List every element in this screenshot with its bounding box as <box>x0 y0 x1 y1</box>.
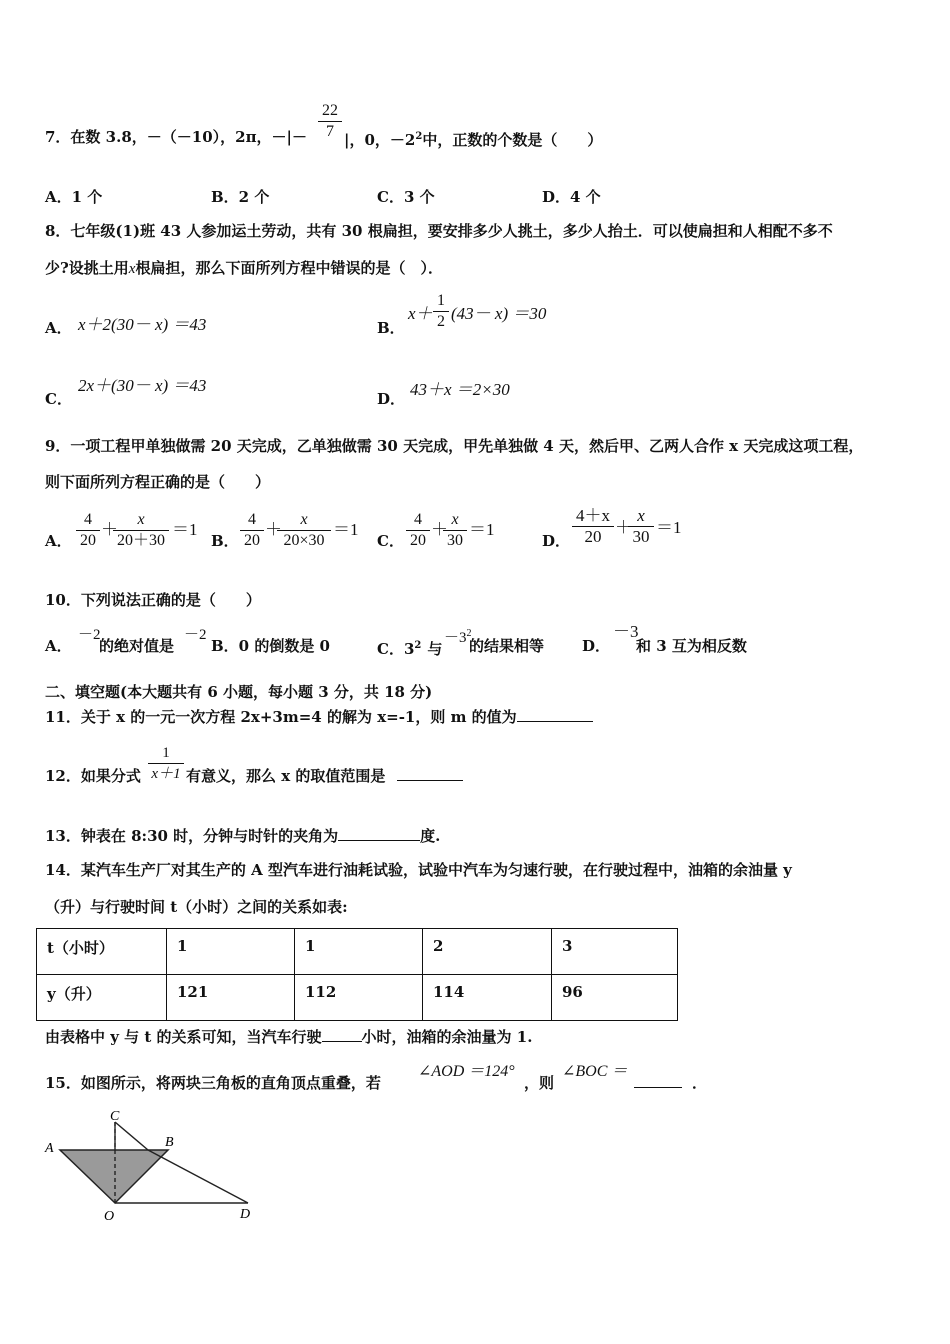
q9-stem-line1: 9．一项工程甲单独做需 20 天完成，乙单独做需 30 天完成，甲先单独做 4 天，然后甲、乙两人合作 x 天完成这项工程， <box>45 437 864 455</box>
q8-option-b-post: (43－ x) ＝30 <box>451 304 547 323</box>
q9-option-a-label: A． <box>45 532 72 550</box>
table-cell: 3 <box>552 929 678 975</box>
point-label-b: B <box>165 1135 174 1150</box>
q10-option-d-label: D． <box>582 637 611 655</box>
q8-option-c-equation: 2x＋(30－ x) ＝43 <box>78 376 207 395</box>
point-label-o: O <box>104 1209 115 1224</box>
q9-c-frac1: $\frac{4}{20}$ <box>406 510 430 551</box>
q10-c-text: 的结果相等 <box>469 637 545 655</box>
line-cb-extended <box>148 1150 248 1203</box>
table-row <box>37 929 678 975</box>
q7-option-c: C．3 个 <box>377 188 435 206</box>
q9-option-d-label: D． <box>542 532 571 550</box>
q9-b-plus: ＋ <box>265 520 282 539</box>
section-2-heading: 二、填空题(本大题共有 6 小题，每小题 3 分，共 18 分) <box>45 683 433 701</box>
q8-option-b-fraction: $\frac{1}{2}$ <box>433 291 449 332</box>
q11-answer-blank[interactable] <box>517 707 593 722</box>
line-cb <box>115 1122 148 1150</box>
q9-d-frac1: $\frac{4+x}{20}$ <box>572 506 614 547</box>
q7-stem-b: |，0，$-2^2$中，正数的个数是（ ） <box>344 131 603 149</box>
q9-b-frac1: $\frac{4}{20}$ <box>240 510 264 551</box>
q9-option-c-label: C． <box>377 532 404 550</box>
q10-d-text: 和 3 互为相反数 <box>636 637 747 655</box>
table-cell: 96 <box>552 975 678 1021</box>
q9-c-plus: ＋ <box>431 520 448 539</box>
q9-option-b-label: B． <box>211 532 239 550</box>
q15-angle-aod: ∠AOD ＝124° <box>418 1063 515 1080</box>
q13-answer-blank[interactable] <box>338 826 420 841</box>
q9-c-frac2: $\frac{x}{30}$ <box>443 510 467 551</box>
q13-stem: 13．钟表在 8:30 时，分钟与时针的夹角为 度. <box>45 827 441 845</box>
q15-angle-boc: ∠BOC ＝ <box>562 1063 628 1080</box>
q10-stem: 10．下列说法正确的是（ ） <box>45 591 261 609</box>
q14-followup: 由表格中 y 与 t 的关系可知，当汽车行驶 小时，油箱的余油量为 1. <box>45 1028 533 1046</box>
q11-stem: 11．关于 x 的一元一次方程 2x+3m=4 的解为 x=-1，则 m 的值为 <box>45 707 593 727</box>
q12-answer-blank[interactable] <box>397 766 463 781</box>
q15-triangle-figure <box>40 1108 270 1224</box>
q15-stem-pre: 15．如图所示，将两块三角板的直角顶点重叠，若 <box>45 1074 381 1092</box>
q9-a-plus: ＋ <box>101 520 118 539</box>
q15-stem-mid: ，则 <box>524 1074 555 1092</box>
q10-a-text: 的绝对值是 <box>99 637 175 655</box>
q9-d-rhs: ＝1 <box>656 518 682 537</box>
q12-stem-pre: 12．如果分式 <box>45 767 141 785</box>
q12-stem-post: 有意义，那么 x 的取值范围是 <box>186 766 463 786</box>
table-cell: 1 <box>295 929 423 975</box>
q15-stem-post: ． <box>634 1073 707 1093</box>
q9-b-rhs: ＝1 <box>333 520 359 539</box>
q8-option-a-equation: x＋2(30－ x) ＝43 <box>78 315 207 334</box>
q15-answer-blank[interactable] <box>634 1073 682 1088</box>
table-row <box>37 975 678 1021</box>
q9-b-frac2: $\frac{x}{20\times 30}$ <box>277 510 331 551</box>
q9-d-frac2: $\frac{x}{30}$ <box>628 506 654 547</box>
q10-c-math: $-3^2$ <box>444 628 472 646</box>
table-cell: 121 <box>167 975 295 1021</box>
q7-option-a: A．1 个 <box>45 188 103 206</box>
q10-option-c-label: C．$3^2$ 与 <box>377 640 443 658</box>
q8-option-c-label: C． <box>45 390 72 408</box>
triangle-aob-shaded <box>60 1150 168 1203</box>
q10-option-b: B．0 的倒数是 0 <box>211 637 330 655</box>
q8-option-b-pre: x＋ <box>408 304 433 323</box>
q8-option-d-label: D． <box>377 390 406 408</box>
q9-stem-line2: 则下面所列方程正确的是（ ） <box>45 473 271 491</box>
table-cell: t（小时） <box>37 929 167 975</box>
q12-fraction: $\frac{1}{x+1}$ <box>148 743 184 784</box>
table-cell: 114 <box>423 975 552 1021</box>
q8-stem-line1: 8．七年级(1)班 43 人参加运土劳动，共有 30 根扁担，要安排多少人挑土，多少人抬土．可以使扁担和人相配不多不 <box>45 222 833 240</box>
q10-a-math2: －2 <box>184 627 207 643</box>
point-label-c: C <box>110 1109 120 1124</box>
table-cell: y（升） <box>37 975 167 1021</box>
table-cell: 1 <box>167 929 295 975</box>
q14-answer-blank[interactable] <box>322 1027 362 1042</box>
q9-a-frac2: $\frac{x}{20+30}$ <box>113 510 169 551</box>
q9-a-frac1: $\frac{4}{20}$ <box>76 510 100 551</box>
q9-a-rhs: ＝1 <box>172 520 198 539</box>
q8-option-a-label: A． <box>45 319 72 337</box>
table-cell: 112 <box>295 975 423 1021</box>
q7-stem-a: 7．在数 3.8，－（－10），2π，－|－ <box>45 128 308 146</box>
q14-data-table <box>36 928 678 1021</box>
table-cell: 2 <box>423 929 552 975</box>
point-label-a: A <box>45 1141 54 1156</box>
q10-a-math1: －2 <box>78 627 101 643</box>
q9-d-plus: ＋ <box>615 518 632 537</box>
q10-d-math: －3 <box>613 622 639 641</box>
q14-stem-line2: （升）与行驶时间 t（小时）之间的关系如表: <box>45 898 348 916</box>
q8-option-d-equation: 43＋x ＝2×30 <box>410 380 510 399</box>
point-label-d: D <box>240 1207 251 1222</box>
q8-stem-line2: 少?设挑土用x根扁担，那么下面所列方程中错误的是（ ）． <box>45 259 443 277</box>
q14-stem-line1: 14．某汽车生产厂对其生产的 A 型汽车进行油耗试验，试验中汽车为匀速行驶，在行驶过程中，油箱的余油量 y <box>45 861 792 879</box>
q9-c-rhs: ＝1 <box>469 520 495 539</box>
q7-option-d: D．4 个 <box>542 188 601 206</box>
q7-option-b: B．2 个 <box>211 188 270 206</box>
q7-fraction: $\frac{22}{7}$ <box>318 101 342 142</box>
q8-option-b-label: B． <box>377 319 405 337</box>
q10-option-a-label: A． <box>45 637 72 655</box>
